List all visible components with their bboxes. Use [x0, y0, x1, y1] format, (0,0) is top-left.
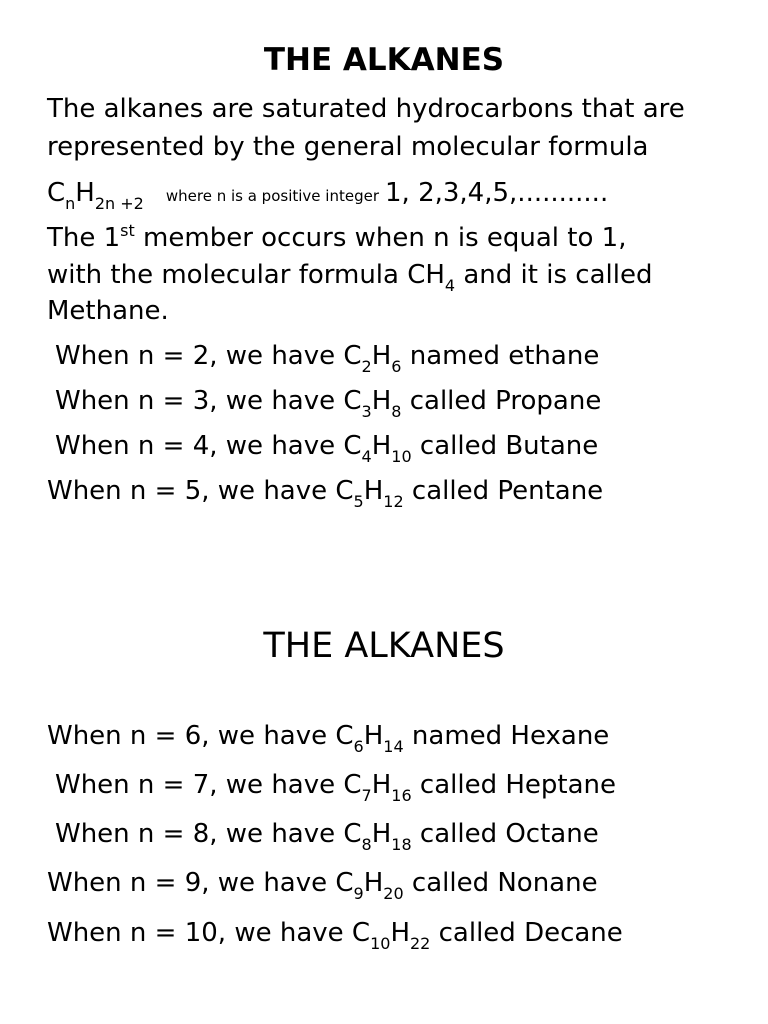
row-hydrogen-subscript: 14 [383, 737, 404, 756]
row-lead: When n = 5, we have [47, 476, 336, 506]
slide-1-title: THE ALKANES [263, 42, 505, 78]
row-hydrogen: H [371, 431, 392, 461]
alkane-row [55, 339, 600, 376]
formula-hydrogen: H [75, 178, 95, 208]
row-lead: When n = 8, we have [55, 819, 344, 849]
formula-series: 1, 2,3,4,5,........... [385, 178, 609, 208]
row-lead: When n = 10, we have [47, 918, 352, 948]
row-carbon: C [343, 386, 362, 416]
row-carbon: C [335, 868, 354, 898]
row-lead: When n = 2, we have [55, 341, 344, 371]
alkane-row [47, 719, 610, 756]
row-carbon-subscript: 4 [361, 447, 372, 466]
row-carbon: C [343, 431, 362, 461]
row-hydrogen: H [363, 868, 384, 898]
row-carbon-subscript: 5 [353, 492, 364, 511]
row-carbon: C [335, 721, 354, 751]
row-name: called Heptane [411, 770, 616, 800]
row-carbon: C [335, 476, 354, 506]
intro-line-2: represented by the general molecular formula [47, 132, 649, 162]
first-member-line-1 [47, 221, 626, 255]
row-hydrogen: H [390, 918, 410, 948]
row-hydrogen: H [363, 721, 384, 751]
row-carbon: C [343, 770, 362, 800]
row-hydrogen: H [371, 770, 392, 800]
alkane-row [55, 384, 602, 421]
row-carbon-subscript: 2 [361, 357, 372, 376]
row-name: named ethane [401, 341, 600, 371]
row-hydrogen-subscript: 22 [410, 934, 431, 953]
alkane-row [55, 429, 599, 466]
row-hydrogen-subscript: 20 [383, 884, 404, 903]
row-hydrogen-subscript: 12 [383, 492, 404, 511]
alkane-row [47, 474, 604, 511]
row-name: called Octane [411, 819, 599, 849]
row-name: called Decane [430, 918, 623, 948]
methane-formula-suffix: and it is called [455, 260, 653, 290]
methane-formula-subscript: 4 [444, 276, 456, 295]
row-carbon: C [343, 341, 362, 371]
row-lead: When n = 6, we have [47, 721, 336, 751]
row-hydrogen-subscript: 18 [391, 835, 412, 854]
first-member-line-3: Methane. [47, 296, 169, 326]
row-hydrogen: H [371, 386, 392, 416]
row-lead: When n = 3, we have [55, 386, 344, 416]
first-member-prefix: The 1 [47, 223, 121, 253]
row-carbon-subscript: 3 [361, 402, 372, 421]
intro-line-1: The alkanes are saturated hydrocarbons that are [47, 94, 685, 124]
alkane-row [55, 817, 599, 854]
row-name: called Pentane [403, 476, 604, 506]
row-hydrogen-subscript: 6 [391, 357, 402, 376]
row-carbon-subscript: 10 [370, 934, 391, 953]
slide-2 [0, 600, 768, 1024]
formula-carbon: C [47, 178, 66, 208]
row-lead: When n = 4, we have [55, 431, 344, 461]
row-hydrogen: H [371, 819, 392, 849]
row-carbon-subscript: 6 [353, 737, 364, 756]
alkane-row [47, 916, 623, 953]
methane-formula-prefix: with the molecular formula CH [47, 260, 445, 290]
row-carbon: C [343, 819, 362, 849]
alkane-row [55, 768, 616, 805]
first-member-suffix: member occurs when n is equal to 1, [134, 223, 627, 253]
row-hydrogen-subscript: 16 [391, 786, 412, 805]
row-hydrogen-subscript: 8 [391, 402, 402, 421]
formula-carbon-subscript: n [65, 194, 76, 213]
formula-hydrogen-subscript: 2n +2 [94, 194, 144, 213]
row-carbon-subscript: 8 [361, 835, 372, 854]
row-name: called Butane [411, 431, 599, 461]
row-lead: When n = 9, we have [47, 868, 336, 898]
row-lead: When n = 7, we have [55, 770, 344, 800]
row-name: called Propane [401, 386, 602, 416]
first-member-superscript: st [120, 221, 135, 240]
row-hydrogen: H [371, 341, 392, 371]
formula-note: where n is a positive integer [165, 187, 379, 205]
row-hydrogen-subscript: 10 [391, 447, 412, 466]
row-name: called Nonane [403, 868, 598, 898]
first-member-line-2 [47, 258, 653, 295]
row-name: named Hexane [403, 721, 610, 751]
general-formula-line [47, 176, 608, 213]
row-carbon-subscript: 7 [361, 786, 372, 805]
row-carbon-subscript: 9 [353, 884, 364, 903]
alkane-row [47, 866, 598, 903]
row-hydrogen: H [363, 476, 384, 506]
row-carbon: C [351, 918, 371, 948]
slide-2-title: THE ALKANES [263, 626, 505, 666]
